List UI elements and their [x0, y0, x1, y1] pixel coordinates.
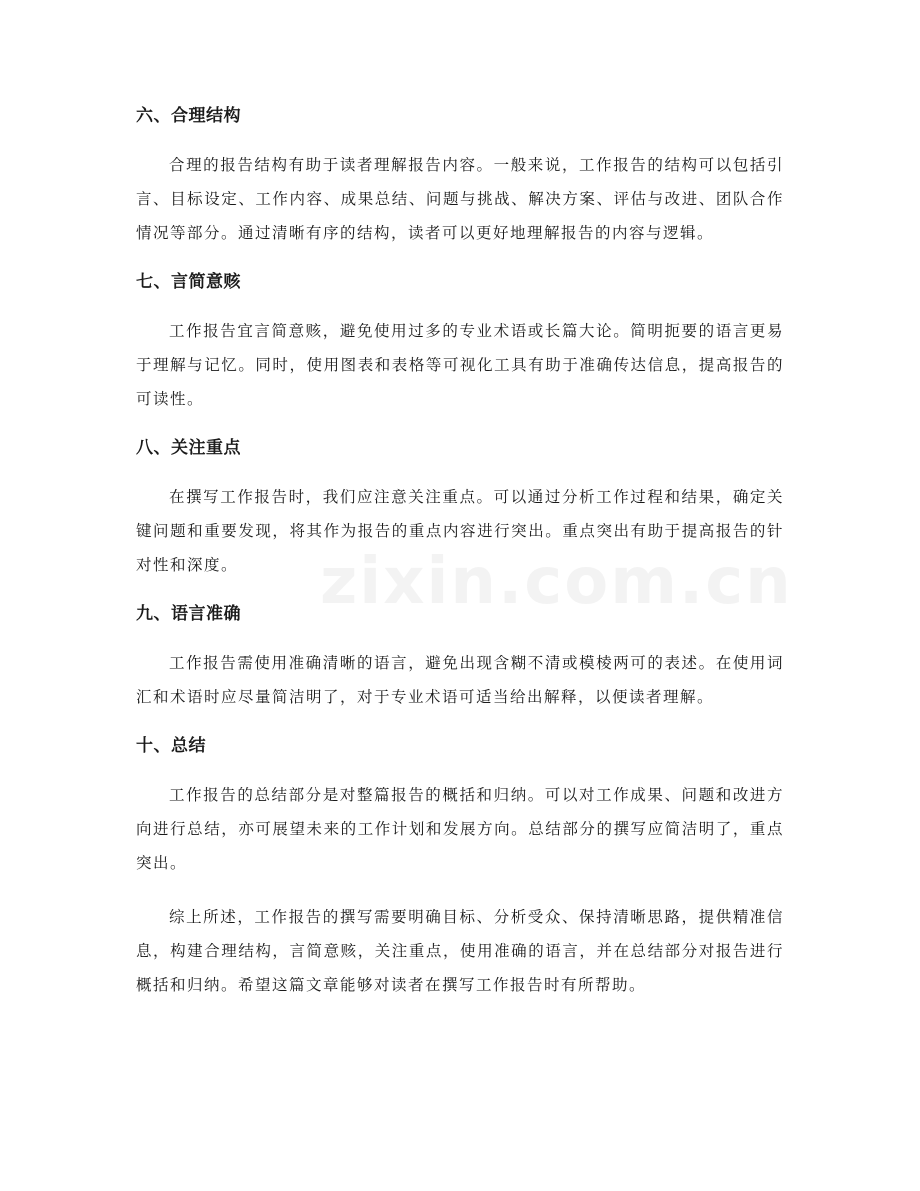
section-paragraph-9: 工作报告需使用准确清晰的语言，避免出现含糊不清或模棱两可的表述。在使用词汇和术语时应尽量简洁明了，对于专业术语可适当给出解释，以便读者理解。 [136, 654, 784, 706]
section-heading-8: 八、关注重点 [136, 438, 241, 458]
section-paragraph-7: 工作报告宜言简意赅，避免使用过多的专业术语或长篇大论。简明扼要的语言更易于理解与记忆。同时，使用图表和表格等可视化工具有助于准确传达信息，提高报告的可读性。 [136, 322, 784, 408]
section-heading-10: 十、总结 [136, 736, 206, 756]
conclusion-paragraph: 综上所述，工作报告的撰写需要明确目标、分析受众、保持清晰思路，提供精准信息，构建合理结构，言简意赅，关注重点，使用准确的语言，并在总结部分对报告进行概括和归纳。希望这篇文章能够对读者在撰写工作报告时有所帮助。 [136, 908, 784, 994]
section-paragraph-6: 合理的报告结构有助于读者理解报告内容。一般来说，工作报告的结构可以包括引言、目标设定、工作内容、成果总结、问题与挑战、解决方案、评估与改进、团队合作情况等部分。通过清晰有序的结构，读者可以更好地理解报告的内容与逻辑。 [136, 156, 784, 242]
section-paragraph-10: 工作报告的总结部分是对整篇报告的概括和归纳。可以对工作成果、问题和改进方向进行总结，亦可展望未来的工作计划和发展方向。总结部分的撰写应简洁明了，重点突出。 [136, 786, 784, 872]
section-heading-7: 七、言简意赅 [136, 272, 241, 292]
section-heading-9: 九、语言准确 [136, 604, 241, 624]
document-body [136, 104, 784, 1022]
section-paragraph-8: 在撰写工作报告时，我们应注意关注重点。可以通过分析工作过程和结果，确定关键问题和重要发现，将其作为报告的重点内容进行突出。重点突出有助于提高报告的针对性和深度。 [136, 488, 784, 574]
section-heading-6: 六、合理结构 [136, 106, 241, 126]
watermark: zixin.com.cn [320, 545, 793, 619]
